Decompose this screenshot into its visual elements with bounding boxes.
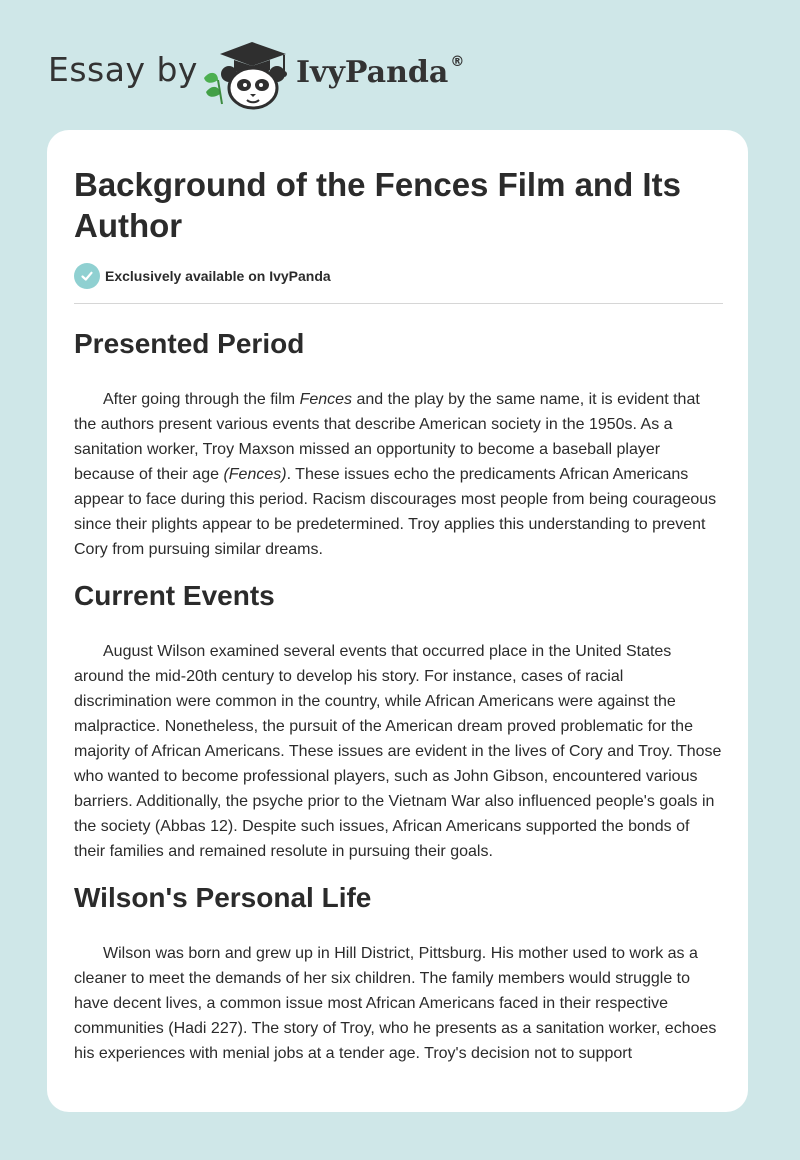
film-title-italic: Fences (299, 391, 353, 408)
essay-by-label: Essay by (48, 50, 198, 89)
section-heading: Wilson's Personal Life (74, 882, 372, 913)
section-paragraph: After going through the film Fences and the play by the same name, it is evident that the authors present various events that describe American society in the 1950s. As a sanitation worker, Troy Maxson missed an opportunity to become a baseball player because of their age (Fences). These issues echo the predicaments African Americans appear to face during this period. Racism discourages most people from being courageous since their plights appear to be predetermined. Troy applies this understanding to prevent Cory from pursuing similar dreams. (74, 391, 717, 558)
title-divider (74, 303, 723, 304)
section-current-events (74, 579, 724, 864)
ivypanda-brand[interactable]: IvyPanda ® (296, 54, 465, 90)
check-circle-icon (74, 263, 100, 289)
section-wilsons-personal-life (74, 881, 724, 1066)
ivy-leaf-icon (204, 73, 222, 104)
site-header (0, 0, 800, 120)
exclusive-badge (74, 263, 331, 289)
exclusive-badge-text: Exclusively available on IvyPanda (105, 268, 331, 284)
ivypanda-logo[interactable] (200, 34, 292, 110)
section-paragraph: Wilson was born and grew up in Hill District, Pittsburg. His mother used to work as a cleaner to meet the demands of her six children. The family members would struggle to have decent lives, a common issue most African Americans faced in their respective communities (Hadi 227). The story of Troy, who he presents as a sanitation worker, echoes his experiences with menial jobs at a tender age. Troy's decision not to support (74, 945, 717, 1062)
registered-mark: ® (450, 54, 465, 70)
citation-italic: (Fences) (223, 466, 287, 483)
essay-title: Background of the Fences Film and Its Author (74, 166, 681, 244)
essay-card (47, 130, 748, 1112)
section-presented-period (74, 327, 724, 562)
section-heading: Current Events (74, 580, 275, 611)
section-heading: Presented Period (74, 328, 305, 359)
section-paragraph: August Wilson examined several events that occurred place in the United States around the mid-20th century to develop his story. For instance, cases of racial discrimination were common in the country, while African Americans were against the malpractice. Nonetheless, the pursuit of the American dream proved problematic for the majority of African Americans. These issues are evident in the lives of Cory and Troy. Those who wanted to become professional players, such as John Gibson, encountered various barriers. Additionally, the psyche prior to the Vietnam War also influenced people's goals in the society (Abbas 12). Despite such issues, African Americans supported the bonds of their families and remained resolute in pursuing their goals. (74, 643, 722, 860)
